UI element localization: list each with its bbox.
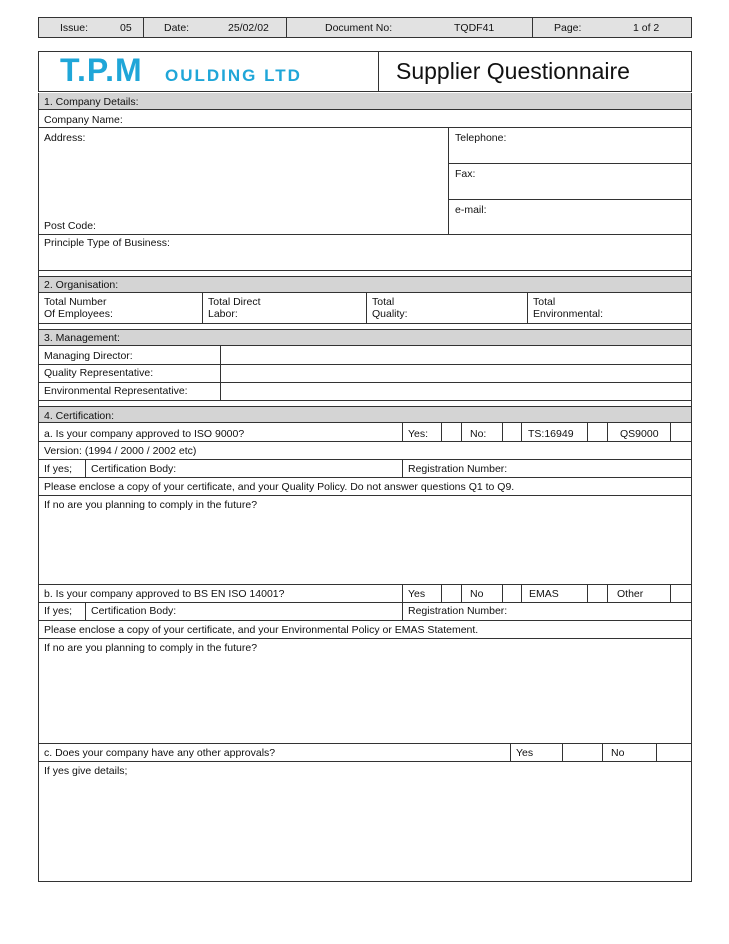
section-3-header bbox=[39, 330, 691, 346]
question-a-label: a. Is your company approved to ISO 9000? bbox=[44, 428, 245, 440]
version-label: Version: (1994 / 2000 / 2002 etc) bbox=[44, 445, 197, 457]
page-title: Supplier Questionnaire bbox=[396, 58, 630, 84]
iso14001-yes-label: Yes bbox=[408, 588, 426, 600]
b-if-yes-label: If yes; bbox=[44, 605, 73, 617]
address-field[interactable] bbox=[39, 128, 447, 233]
quality-rep-field[interactable] bbox=[221, 365, 691, 382]
a-if-yes-label: If yes; bbox=[44, 463, 73, 475]
total-quality-label-1: Total bbox=[372, 296, 395, 308]
direct-labor-label-1: Total Direct bbox=[208, 296, 261, 308]
section-1-title: 1. Company Details: bbox=[44, 96, 139, 108]
qs9000-label: QS9000 bbox=[620, 428, 659, 440]
iso9000-yes-label: Yes: bbox=[408, 428, 429, 440]
page-value: 1 of 2 bbox=[633, 22, 660, 34]
document-no-value: TQDF41 bbox=[454, 22, 495, 34]
company-name-label: Company Name: bbox=[44, 114, 123, 126]
managing-director-field[interactable] bbox=[221, 347, 691, 364]
other-approvals-yes-checkbox[interactable] bbox=[563, 744, 601, 760]
issue-value: 05 bbox=[120, 22, 132, 34]
iso14001-no-label: No bbox=[470, 588, 484, 600]
fax-label: Fax: bbox=[455, 168, 476, 180]
iso14001-no-checkbox[interactable] bbox=[503, 585, 520, 601]
fax-field[interactable] bbox=[449, 164, 691, 199]
date-value: 25/02/02 bbox=[228, 22, 269, 34]
other-approvals-yes-label: Yes bbox=[516, 747, 534, 759]
telephone-label: Telephone: bbox=[455, 132, 507, 144]
total-quality-label-2: Quality: bbox=[372, 308, 408, 320]
enclose-quality-note: Please enclose a copy of your certificate, and your Quality Policy. Do not answer questions Q1 to Q9. bbox=[44, 481, 515, 493]
other-checkbox[interactable] bbox=[671, 585, 691, 601]
b-certification-body-label: Certification Body: bbox=[91, 605, 177, 617]
page-label: Page: bbox=[554, 22, 582, 34]
b-future-compliance-field[interactable] bbox=[39, 639, 691, 742]
iso9000-yes-checkbox[interactable] bbox=[442, 424, 460, 440]
iso14001-yes-checkbox[interactable] bbox=[442, 585, 460, 601]
emas-checkbox[interactable] bbox=[588, 585, 606, 601]
environmental-rep-label: Environmental Representative: bbox=[44, 385, 188, 397]
enclose-environmental-note: Please enclose a copy of your certificate, and your Environmental Policy or EMAS Statement. bbox=[44, 624, 479, 636]
direct-labor-label-2: Labor: bbox=[208, 308, 238, 320]
section-4-header bbox=[39, 407, 691, 423]
b-future-compliance-label: If no are you planning to comply in the future? bbox=[44, 642, 258, 654]
company-name-field[interactable] bbox=[39, 111, 691, 127]
section-2-header bbox=[39, 277, 691, 293]
logo-text: OULDING LTD bbox=[165, 66, 302, 85]
other-approvals-no-label: No bbox=[611, 747, 625, 759]
other-approvals-details-field[interactable] bbox=[39, 762, 691, 881]
a-future-compliance-label: If no are you planning to comply in the future? bbox=[44, 499, 258, 511]
a-registration-number-label: Registration Number: bbox=[408, 463, 508, 475]
question-c-label: c. Does your company have any other approvals? bbox=[44, 747, 276, 759]
ts16949-checkbox[interactable] bbox=[588, 424, 606, 440]
other-label: Other bbox=[617, 588, 644, 600]
quality-rep-label: Quality Representative: bbox=[44, 367, 154, 379]
other-approvals-details-label: If yes give details; bbox=[44, 765, 128, 777]
environmental-rep-field[interactable] bbox=[221, 383, 691, 400]
total-employees-label-2: Of Employees: bbox=[44, 308, 113, 320]
emas-label: EMAS bbox=[529, 588, 559, 600]
managing-director-label: Managing Director: bbox=[44, 350, 133, 362]
iso9000-no-label: No: bbox=[470, 428, 487, 440]
section-4-title: 4. Certification: bbox=[44, 410, 115, 422]
iso9000-no-checkbox[interactable] bbox=[503, 424, 520, 440]
a-certification-body-label: Certification Body: bbox=[91, 463, 177, 475]
total-employees-label-1: Total Number bbox=[44, 296, 107, 308]
section-3-title: 3. Management: bbox=[44, 332, 120, 344]
total-environmental-label-2: Environmental: bbox=[533, 308, 604, 320]
email-label: e-mail: bbox=[455, 204, 487, 216]
other-approvals-no-checkbox[interactable] bbox=[657, 744, 691, 760]
business-type-label: Principle Type of Business: bbox=[44, 237, 170, 249]
date-label: Date: bbox=[164, 22, 190, 34]
total-environmental-label-1: Total bbox=[533, 296, 556, 308]
section-2-title: 2. Organisation: bbox=[44, 279, 119, 291]
document-no-label: Document No: bbox=[325, 22, 393, 34]
issue-label: Issue: bbox=[60, 22, 89, 34]
post-code-label: Post Code: bbox=[44, 220, 96, 232]
ts16949-label: TS:16949 bbox=[528, 428, 574, 440]
logo-mark: T.P.M bbox=[60, 52, 143, 88]
qs9000-checkbox[interactable] bbox=[671, 424, 691, 440]
address-label: Address: bbox=[44, 132, 86, 144]
b-registration-number-label: Registration Number: bbox=[408, 605, 508, 617]
question-b-label: b. Is your company approved to BS EN ISO 14001? bbox=[44, 588, 285, 600]
